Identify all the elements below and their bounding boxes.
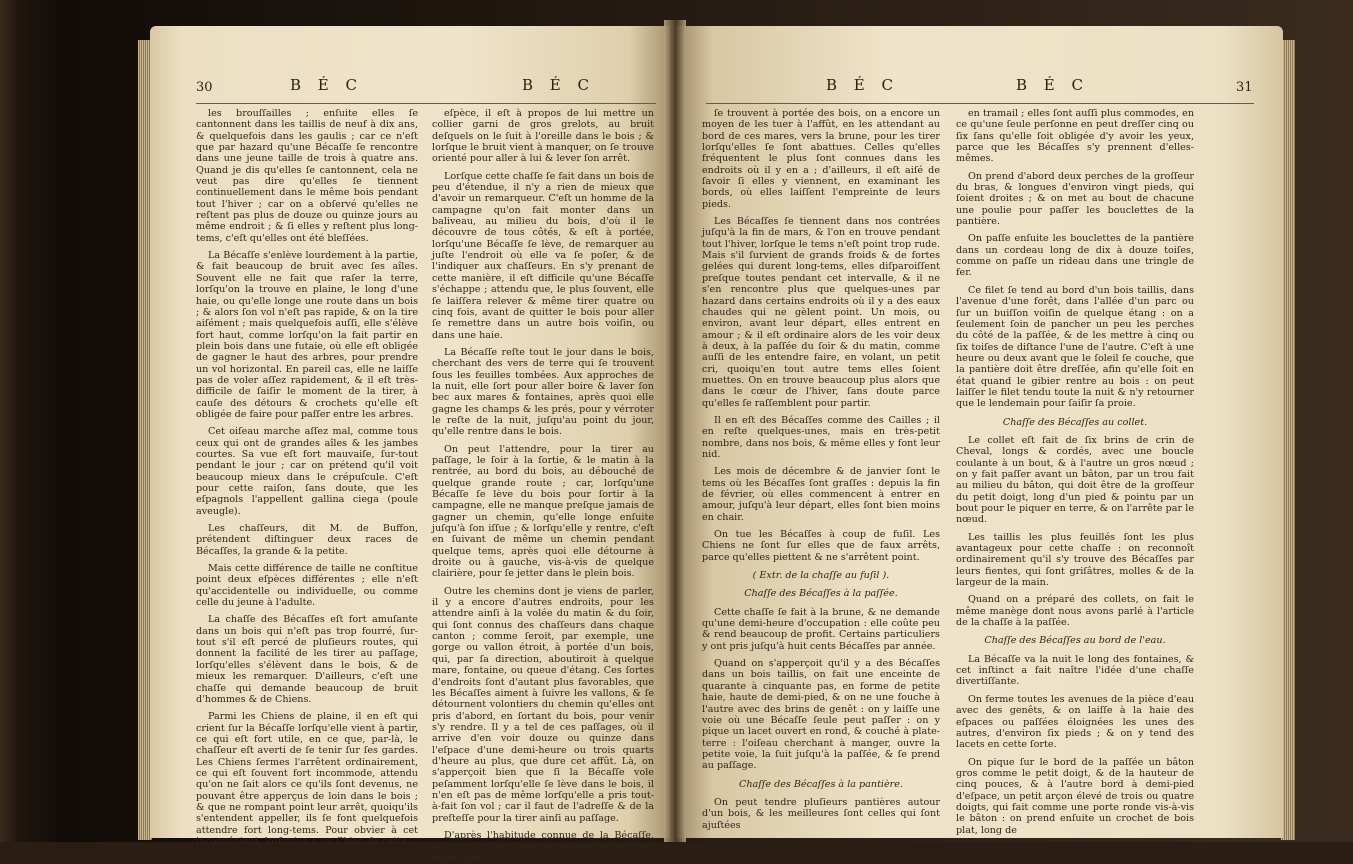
- paragraph: On peut tendre pluſieurs pantières autour d'un bois, & les meilleures ſont celles qui ſont ajuſtées: [702, 796, 940, 831]
- running-head: B É C: [522, 76, 595, 94]
- paragraph: On pique ſur le bord de la paſſée un bâton gros comme le petit doigt, & de la hauteur de cinq pouces, & à l'autre bord à demi-pied d'eſpace, un petit arçon élevé de trois ou quatre doigts, qui fait comme une porte ronde vis-à-vis le bâton : on prend enſuite un crochet de bois plat, long de: [956, 756, 1194, 836]
- paragraph: Quand on a préparé des collets, on fait le même manège dont nous avons parlé à l'article de la chaſſe à la paſſée.: [956, 594, 1194, 629]
- text-column-left: [196, 108, 418, 860]
- book-gutter: [664, 20, 686, 842]
- paragraph: La chaſſe des Bécaſſes eſt fort amuſante dans un bois qui n'eſt pas trop fourré, ſur-tout s'il eſt percé de pluſieurs routes, qui donnent la facilité de les tirer au paſſage, lorſqu'elles s'élèvent dans le bois, & de mieux les remarquer. D'ailleurs, c'eſt une chaſſe qui demande beaucoup de bruit d'hommes & de Chiens.: [196, 614, 418, 705]
- paragraph: Cette chaſſe ſe fait à la brune, & ne demande qu'une demi-heure d'occupation : elle coûte peu & rend beaucoup de profit. Certains particuliers y ont pris juſqu'à huit cents Bécaſſes par année.: [702, 606, 940, 652]
- paragraph: La Bécaſſe s'enlève lourdement à la partie, & fait beaucoup de bruit avec ſes aîles. Souvent elle ne fait que raſer la terre, lorſqu'on la trouve en plaine, le long d'une haie, ou qu'elle longe une route dans un bois ; & alors ſon vol n'eſt pas rapide, & on la tire aiſément ; mais quelquefois auſſi, elle s'élève fort haut, comme lorſqu'on la fait partir en plein bois dans une futaie, où elle eſt obligée de gagner le haut des arbres, pour prendre un vol horizontal. En pareil cas, elle ne laiſſe pas de voler aſſez rapidement, & il eſt très-difficile de ſaiſir le moment de la tirer, à cauſe des détours & crochets qu'elle eſt obligée de faire pour paſſer entre les arbres.: [196, 250, 418, 420]
- page-number: 30: [196, 80, 213, 95]
- paragraph: On paſſe enſuite les bouclettes de la pantière dans un cordeau long de dix à douze toiſes, comme on paſſe un rideau dans une tringle de fer.: [956, 233, 1194, 279]
- paragraph: Le collet eſt fait de ſix brins de crin de Cheval, longs & cordés, avec une boucle coulante à un bout, & à l'autre un gros nœud ; on y fait paſſer avant un bâton, par un trou fait au milieu du bâton, qui doit être de la groſſeur du petit doigt, long d'un pied & pointu par un bout pour le piquer en terre, & on l'arrête par le nœud.: [956, 434, 1194, 526]
- paragraph: en tramail ; elles ſont auſſi plus commodes, en ce qu'une ſeule perſonne en peut dreſſer cinq ou ſix ſans qu'elle ſoit obligée d'y avoir les yeux, parce que les Bécaſſes s'y prennent d'elles-mêmes.: [956, 108, 1194, 165]
- paragraph: On tue les Bécaſſes à coup de fuſil. Les Chiens ne ſont ſur elles que de faux arrêts, parce qu'elles piettent & ne s'arrêtent point.: [702, 529, 940, 563]
- paragraph: On prend d'abord deux perches de la groſſeur du bras, & longues d'environ vingt pieds, qui ſoient droites ; & on met au bout de chacune une poulie pour paſſer les bouclettes de la pantière.: [956, 170, 1194, 228]
- left-page: [150, 26, 670, 864]
- paragraph: On peut l'attendre, pour la tirer au paſſage, le ſoir à la ſortie, & le matin à la rentrée, au bord du bois, au débouché de quelque grande route ; car, lorſqu'une Bécaſſe ſe lève du bois pour ſortir à la campagne, elle ne manque preſque jamais de gagner un chemin, qu'elle longe enſuite juſqu'à ſon iſſue ; & lorſqu'elle y rentre, c'eſt en ſuivant de même un chemin pendant quelque tems, après quoi elle détourne à droite ou à gauche, vis-à-vis de quelque clairière, pour ſe jetter dans le plein bois.: [432, 443, 654, 580]
- section-heading: Chaſſe des Bécaſſes au bord de l'eau.: [984, 635, 1166, 647]
- section-heading: Chaſſe des Bécaſſes au collet.: [1002, 416, 1148, 428]
- section-heading: Chaſſe des Bécaſſes à la pantière.: [739, 778, 903, 790]
- paragraph: Mais cette différence de taille ne conſtitue point deux eſpèces différentes ; elle n'eſt qu'accidentelle ou individuelle, ou comme celle du jeune à l'adulte.: [196, 563, 418, 609]
- page-number: 31: [1236, 80, 1253, 95]
- paragraph: La Bécaſſe reſte tout le jour dans le bois, cherchant des vers de terre qui ſe trouvent ſous les feuilles tombées. Aux approches de la nuit, elle ſort pour aller boire & laver ſon bec aux mares & fontaines, après quoi elle gagne les champs & les prés, pour y vérroter le reſte de la nuit, juſqu'au point du jour, qu'elle rentre dans le bois.: [432, 346, 654, 438]
- paragraph: Les mois de décembre & de janvier ſont le tems où les Bécaſſes ſont graſſes : depuis la fin de février, où elles commencent à entrer en amour, juſqu'à leur départ, elles ſont bien moins en chair.: [702, 466, 940, 523]
- running-head: B É C: [826, 76, 899, 94]
- right-page-edges: [1281, 40, 1295, 840]
- paragraph: Ce filet ſe tend au bord d'un bois taillis, dans l'avenue d'une forêt, dans l'allée d'un parc ou ſur un buiſſon voiſin de quelque étang : on a ſeulement ſoin de pancher un peu les perches du côté de la paſſée, & de les mettre à cinq ou ſix toiſes de diſtance l'une de l'autre. C'eſt à une heure ou deux avant que le ſoleil ſe couche, que la pantière doit être dreſſée, afin qu'elle ſoit en état quand le gibier rentre au bois : on peut laiſſer le filet tendu toute la nuit & n'y retourner que le lendemain pour ſaiſir ſa proie.: [956, 284, 1194, 410]
- paragraph: Les taillis les plus feuillés ſont les plus avantageux pour cette chaſſe : on reconnoît ordinairement qu'il s'y trouve des Bécaſſes par leurs fientes, qui ſont griſâtres, molles & de la largeur de la main.: [956, 531, 1194, 589]
- text-column-left: [702, 108, 940, 860]
- paragraph: La Bécaſſe va la nuit le long des fontaines, & cet inſtinct a fait naître l'idée d'une chaſſe divertiſſante.: [956, 653, 1194, 688]
- paragraph: Les chaſſeurs, dit M. de Buffon, prétendent diſtinguer deux races de Bécaſſes, la grande & la petite.: [196, 523, 418, 557]
- paragraph: eſpèce, il eſt à propos de lui mettre un collier garni de gros grelots, au bruit deſquels on le ſuit à l'oreille dans le bois ; & lorſque le bruit vient à manquer, on ſe trouve orienté pour aller à lui & lever ſon arrêt.: [432, 108, 654, 165]
- paragraph: Quand on s'apperçoit qu'il y a des Bécaſſes dans un bois taillis, on fait une enceinte de quarante à cinquante pas, en forme de petite haie, haute de demi-pied, & on ne une fouche à l'autre avec des brins de genêt : on y laiſſe une voie où une Bécaſſe ſeule peut paſſer : on y pique un lacet ouvert en rond, & couché à plate-terre : l'oiſeau cherchant à manger, ouvre la petite voie, la ſuit juſqu'à la paſſée, & ſe prend au paſſage.: [702, 658, 940, 772]
- paragraph: D'après l'habitude connue de la Bécaſſe, de venir le ſoir boire & ſe laver le bec aux mares qui: [432, 829, 654, 864]
- paragraph: Il en eſt des Bécaſſes comme des Cailles ; il en reſte quelques-unes, mais en très-petit nombre, dans nos bois, & même elles y font leur nid.: [702, 414, 940, 460]
- text-column-right: [956, 108, 1194, 860]
- paragraph: ſe trouvent à portée des bois, on a encore un moyen de les tuer à l'affût, en les attendant au bord de ces mares, vers la brune, pour les tirer lorſqu'elles ſe ſont abattues. Celles qu'elles fréquentent le plus ſont connues dans les endroits où il y en a ; d'ailleurs, il eſt aiſé de ſavoir ſi elles y viennent, en examinant les bords, où elles laiſſent l'empreinte de leurs pieds.: [702, 108, 940, 210]
- section-heading: Chaſſe des Bécaſſes à la paſſée.: [744, 588, 898, 600]
- running-head: B É C: [1016, 76, 1089, 94]
- text-column-right: [432, 108, 654, 864]
- paragraph: Parmi les Chiens de plaine, il en eſt qui crient ſur la Bécaſſe lorſqu'elle vient à partir, ce qui eſt fort utile, en ce que, par-là, le chaſſeur eſt averti de ſe tenir ſur ſes gardes. Les Chiens ſermes l'arrêtent ordinairement, ce qui eſt ſouvent fort incommode, attendu qu'on ne ſait alors ce qu'ils ſont devenus, ne pouvant être apperçus de loin dans le bois ; & que ne rompant point leur arrêt, quoiqu'ils s'entendent appeller, ils ſe font quelquefois attendre fort long-tems. Pour obvier à cet inconvénient, lorſqu'on a un Chien de cette: [196, 711, 418, 847]
- paragraph: les brouſſailles ; enſuite elles ſe cantonnent dans les taillis de neuf à dix ans, & quelquefois dans les gaulis ; car ce n'eſt que par hazard qu'une Bécaſſe ſe rencontre dans une jeune taille de trois à quatre ans. Quand je dis qu'elles ſe cantonnent, cela ne veut pas dire qu'elles ſe tiennent continuellement dans le même bois pendant tout l'hiver ; car on a obſervé qu'elles ne reſtent pas plus de douze ou quinze jours au même endroit ; & ſi elles y reſtent plus long-tems, c'eſt qu'elles ont été bleſſées.: [196, 108, 418, 244]
- header-rule: [706, 103, 1254, 104]
- right-page: [676, 26, 1283, 838]
- paragraph: Outre les chemins dont je viens de parler, il y a encore d'autres endroits, pour les attendre ainſi à la volée du matin & du ſoir, qui ſont connus des chaſſeurs dans chaque canton ; comme ſeroit, par exemple, une gorge ou vallon étroit, à portée d'un bois, qui, par ſa direction, aboutiroit à quelque mare, fontaine, ou queue d'étang. Ces ſortes d'endroits ſont d'autant plus favorables, que les Bécaſſes aiment à ſuivre les vallons, & ſe détournent volontiers du chemin qu'elles ont pris d'abord, en ſortant du bois, pour venir s'y rendre. Il y a tel de ces paſſages, où il arrive d'en voir douze ou quinze dans l'eſpace d'une demi-heure ou trois quarts d'heure au plus, que dure cet affût. Là, on s'apperçoit bien que ſi la Bécaſſe vole peſamment lorſqu'elle ſe lève dans le bois, il n'en eſt pas de même lorſqu'elle a pris tout-à-fait ſon vol ; car il faut de l'adreſſe & de la preſteſſe pour la tirer ainſi au paſſage.: [432, 585, 654, 824]
- citation: ( Extr. de la chaſſe au fuſil ).: [752, 570, 890, 582]
- header-rule: [196, 103, 656, 104]
- paragraph: Lorſque cette chaſſe ſe fait dans un bois de peu d'étendue, il n'y a rien de mieux que d'avoir un remarqueur. C'eſt un homme de la campagne qu'on fait monter dans un baliveau, au milieu du bois, d'où il le découvre de tous côtés, & eſt à portée, lorſqu'une Bécaſſe ſe lève, de remarquer au juſte l'endroit où elle va ſe poſer, & de l'indiquer aux chaſſeurs. En s'y prenant de cette manière, il eſt difficile qu'une Bécaſſe s'échappe ; attendu que, le plus ſouvent, elle ſe laiſſera relever & même tirer quatre ou cinq fois, avant de quitter le bois pour aller ſe remettre dans un autre bois voiſin, ou dans une haie.: [432, 170, 654, 341]
- paragraph: On ferme toutes les avenues de la pièce d'eau avec des genêts, & on laiſſe à la haie des eſpaces ou paſſées éloignées les unes des autres, d'environ ſix pieds ; & on y tend des lacets en cette ſorte.: [956, 693, 1194, 751]
- paragraph: Les Bécaſſes ſe tiennent dans nos contrées juſqu'à la fin de mars, & l'on en trouve pendant tout l'hiver, lorſque le tems n'eſt point trop rude. Mais s'il ſurvient de grands froids & de fortes gelées qui durent long-tems, elles diſparoiſſent preſque toutes pendant cet intervalle, & il ne s'en rencontre plus que quelques-unes par hazard dans certains endroits où il y a des eaux chaudes qui ne gèlent point. Un mois, ou environ, avant leur départ, elles entrent en amour ; & il eſt ordinaire alors de les voir deux à deux, à la paſſée du ſoir & du matin, comme auſſi de les entendre faire, en volant, un petit cri, quoiqu'en tout autre tems elles ſoient muettes. On en trouve beaucoup plus alors que dans le cœur de l'hiver, ſans doute parce qu'elles ſe raſſemblent pour partir.: [702, 216, 940, 409]
- running-head: B É C: [290, 76, 363, 94]
- paragraph: Cet oiſeau marche aſſez mal, comme tous ceux qui ont de grandes aîles & les jambes courtes. Sa vue eſt fort mauvaiſe, ſur-tout pendant le jour ; car on prétend qu'il voit beaucoup mieux dans le crépuſcule. C'eſt pour cette raiſon, ſans doute, que les eſpagnols l'appellent gallina ciega (poule aveugle).: [196, 426, 418, 517]
